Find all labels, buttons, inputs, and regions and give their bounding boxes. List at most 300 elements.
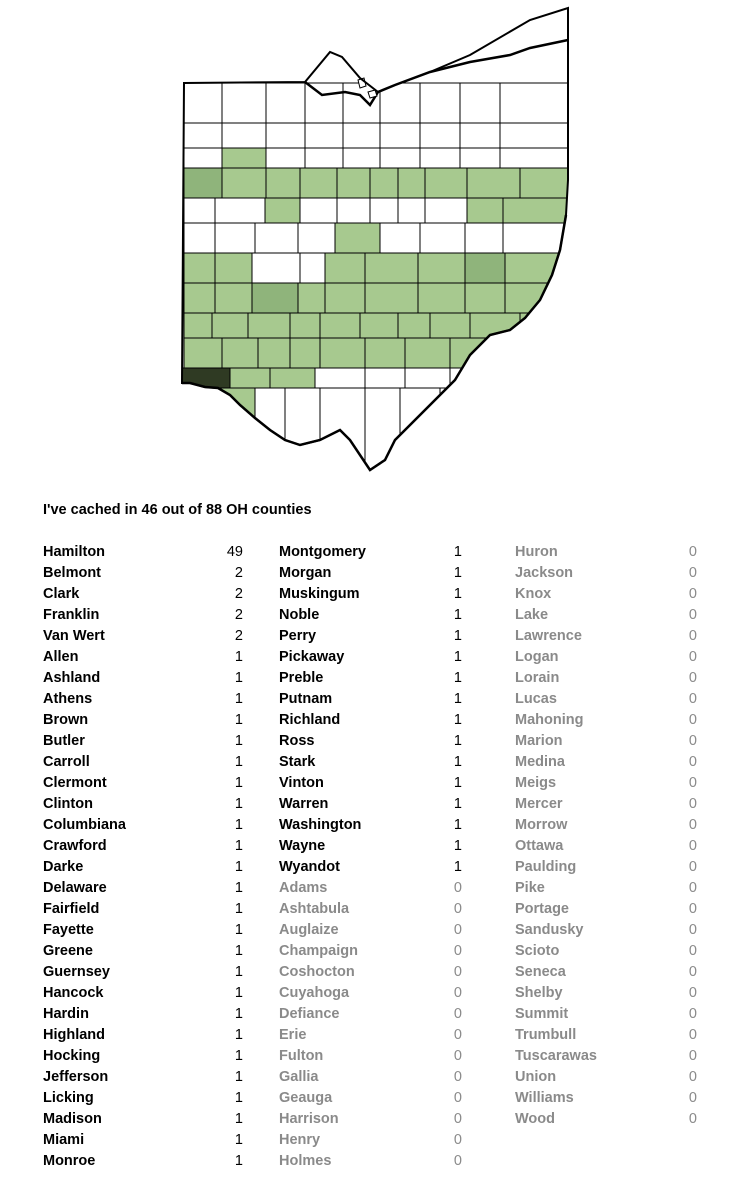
county-row — [43, 1004, 243, 1025]
county-shape — [182, 388, 255, 473]
county-shape — [398, 313, 430, 338]
county-shape — [265, 198, 300, 223]
county-name: Lawrence — [515, 628, 582, 644]
county-count: 0 — [688, 565, 697, 581]
county-shape — [380, 148, 420, 168]
county-count: 1 — [234, 1132, 243, 1148]
county-name: Columbiana — [43, 817, 126, 833]
county-count: 0 — [688, 1048, 697, 1064]
county-count: 1 — [234, 901, 243, 917]
county-row — [43, 542, 243, 563]
county-shape — [343, 123, 380, 148]
county-shape — [360, 313, 398, 338]
county-name: Gallia — [279, 1069, 319, 1085]
county-shape — [405, 368, 450, 388]
county-row — [515, 1067, 697, 1088]
county-shape — [337, 168, 370, 198]
county-name: Cuyahoga — [279, 985, 350, 1001]
county-name: Hamilton — [43, 544, 106, 560]
county-name: Stark — [279, 754, 316, 770]
county-shape — [320, 338, 365, 368]
county-count: 1 — [234, 670, 243, 686]
county-name: Meigs — [515, 775, 557, 791]
county-count: 1 — [453, 607, 462, 623]
summary-text: I've cached in 46 out of 88 OH counties — [43, 502, 312, 518]
county-row — [515, 962, 697, 983]
county-name: Ashland — [43, 670, 101, 686]
county-count: 0 — [688, 1027, 697, 1043]
county-row — [279, 542, 462, 563]
county-row — [43, 1046, 243, 1067]
county-shape — [215, 223, 255, 253]
county-row — [43, 1067, 243, 1088]
county-shape — [222, 338, 258, 368]
county-count: 1 — [234, 1027, 243, 1043]
county-count: 1 — [234, 775, 243, 791]
county-shape — [335, 223, 380, 253]
county-row — [43, 899, 243, 920]
county-shape — [184, 83, 222, 123]
county-name: Putnam — [279, 691, 333, 707]
county-count: 0 — [688, 1111, 697, 1127]
county-shape — [298, 223, 335, 253]
county-name: Hardin — [43, 1006, 89, 1022]
county-name: Warren — [279, 796, 329, 812]
county-count: 0 — [688, 607, 697, 623]
county-count: 1 — [234, 754, 243, 770]
county-count: 0 — [453, 985, 462, 1001]
county-shape — [184, 168, 222, 198]
county-row — [515, 773, 697, 794]
county-shape — [266, 148, 305, 168]
county-shape — [520, 168, 568, 198]
county-name: Crawford — [43, 838, 107, 854]
county-name: Washington — [279, 817, 362, 833]
county-shape — [248, 313, 290, 338]
county-count: 0 — [688, 649, 697, 665]
county-count: 0 — [453, 1090, 462, 1106]
county-shape — [500, 368, 568, 388]
county-row — [43, 962, 243, 983]
county-count: 1 — [234, 1090, 243, 1106]
county-row — [515, 563, 697, 584]
county-shape — [184, 338, 222, 368]
county-row — [43, 710, 243, 731]
county-name: Huron — [515, 544, 558, 560]
county-shape — [315, 368, 365, 388]
county-count: 1 — [453, 586, 462, 602]
county-shape — [500, 388, 568, 473]
county-name: Marion — [515, 733, 563, 749]
ohio-county-map — [0, 0, 750, 490]
county-row — [279, 941, 462, 962]
county-shape — [222, 168, 266, 198]
county-row — [43, 626, 243, 647]
county-shape — [450, 338, 500, 368]
county-count: 0 — [688, 628, 697, 644]
county-count: 1 — [453, 775, 462, 791]
county-count: 1 — [234, 1069, 243, 1085]
county-shape — [465, 223, 503, 253]
county-shape — [212, 313, 248, 338]
county-count: 1 — [234, 712, 243, 728]
county-name: Brown — [43, 712, 89, 728]
county-shape — [222, 123, 266, 148]
county-name: Ashtabula — [279, 901, 350, 917]
county-list-column-1 — [43, 542, 243, 1172]
county-name: Wood — [515, 1111, 555, 1127]
county-count: 0 — [688, 1006, 697, 1022]
county-list-column-3 — [515, 542, 697, 1130]
county-row — [515, 1088, 697, 1109]
county-name: Holmes — [279, 1153, 332, 1169]
county-name: Morgan — [279, 565, 332, 581]
county-shape — [500, 148, 568, 168]
county-shape — [184, 223, 215, 253]
county-row — [279, 584, 462, 605]
county-name: Ross — [279, 733, 315, 749]
county-count: 1 — [234, 1006, 243, 1022]
county-shape — [420, 223, 465, 253]
county-name: Fayette — [43, 922, 94, 938]
county-row — [515, 710, 697, 731]
county-shape — [460, 148, 500, 168]
county-row — [279, 1109, 462, 1130]
county-name: Trumbull — [515, 1027, 577, 1043]
county-name: Darke — [43, 859, 84, 875]
county-shape — [503, 198, 568, 223]
county-shape — [258, 338, 290, 368]
county-shape — [252, 253, 300, 283]
county-list-column-2 — [279, 542, 462, 1172]
county-row — [279, 1025, 462, 1046]
county-count: 1 — [453, 628, 462, 644]
county-shape — [298, 283, 325, 313]
county-row — [515, 689, 697, 710]
county-count: 1 — [234, 1048, 243, 1064]
county-row — [43, 857, 243, 878]
county-shape — [398, 198, 425, 223]
county-shape — [184, 123, 222, 148]
county-row — [279, 878, 462, 899]
county-name: Tuscarawas — [515, 1048, 597, 1064]
county-name: Pike — [515, 880, 545, 896]
county-count: 1 — [234, 838, 243, 854]
county-count: 0 — [688, 775, 697, 791]
county-count: 1 — [453, 859, 462, 875]
county-row — [279, 920, 462, 941]
county-name: Preble — [279, 670, 324, 686]
county-shape — [300, 168, 337, 198]
county-row — [43, 1130, 243, 1151]
county-row — [279, 899, 462, 920]
county-shape — [252, 283, 298, 313]
county-shape — [420, 83, 460, 123]
county-shape — [215, 253, 252, 283]
county-shape — [503, 223, 568, 253]
county-row — [279, 983, 462, 1004]
county-count: 0 — [688, 796, 697, 812]
county-count: 0 — [688, 1090, 697, 1106]
county-row — [43, 1025, 243, 1046]
county-row — [43, 647, 243, 668]
county-name: Coshocton — [279, 964, 355, 980]
county-count: 1 — [453, 733, 462, 749]
county-shape — [184, 313, 212, 338]
county-row — [279, 1151, 462, 1172]
county-name: Lake — [515, 607, 549, 623]
county-shape — [182, 368, 230, 388]
county-row — [43, 668, 243, 689]
county-count: 1 — [234, 922, 243, 938]
county-name: Carroll — [43, 754, 90, 770]
county-name: Franklin — [43, 607, 100, 623]
county-name: Perry — [279, 628, 317, 644]
county-count: 0 — [688, 1069, 697, 1085]
county-name: Licking — [43, 1090, 94, 1106]
county-row — [279, 1046, 462, 1067]
county-count: 1 — [234, 964, 243, 980]
county-row — [515, 542, 697, 563]
county-row — [515, 941, 697, 962]
county-shape — [266, 123, 305, 148]
county-shape — [320, 313, 360, 338]
county-row — [515, 878, 697, 899]
county-row — [279, 836, 462, 857]
county-name: Shelby — [515, 985, 563, 1001]
county-shape — [405, 338, 450, 368]
county-name: Seneca — [515, 964, 566, 980]
county-row — [43, 752, 243, 773]
county-row — [43, 794, 243, 815]
county-name: Union — [515, 1069, 557, 1085]
county-name: Auglaize — [279, 922, 339, 938]
county-name: Allen — [43, 649, 79, 665]
county-count: 1 — [234, 943, 243, 959]
county-count: 1 — [234, 649, 243, 665]
county-name: Lorain — [515, 670, 560, 686]
county-shape — [467, 198, 503, 223]
county-row — [279, 773, 462, 794]
county-name: Champaign — [279, 943, 358, 959]
county-count: 0 — [453, 964, 462, 980]
county-name: Mahoning — [515, 712, 584, 728]
county-name: Clark — [43, 586, 80, 602]
county-name: Jackson — [515, 565, 574, 581]
county-count: 0 — [688, 670, 697, 686]
county-shape — [465, 283, 505, 313]
county-count: 0 — [688, 943, 697, 959]
county-name: Montgomery — [279, 544, 366, 560]
county-name: Pickaway — [279, 649, 345, 665]
county-shape — [425, 198, 467, 223]
county-shape — [305, 148, 343, 168]
county-row — [515, 605, 697, 626]
county-row — [515, 857, 697, 878]
county-count: 0 — [688, 586, 697, 602]
county-name: Belmont — [43, 565, 101, 581]
county-shape — [420, 123, 460, 148]
county-row — [43, 920, 243, 941]
county-name: Portage — [515, 901, 569, 917]
county-row — [515, 920, 697, 941]
county-row — [515, 752, 697, 773]
county-shape — [184, 283, 215, 313]
county-row — [279, 1004, 462, 1025]
county-row — [43, 584, 243, 605]
county-row — [279, 605, 462, 626]
county-row — [279, 731, 462, 752]
county-name: Delaware — [43, 880, 107, 896]
county-shape — [222, 148, 266, 168]
county-row — [279, 752, 462, 773]
county-row — [43, 1109, 243, 1130]
county-shape — [440, 388, 500, 473]
county-count: 0 — [453, 1132, 462, 1148]
county-name: Wayne — [279, 838, 326, 854]
county-shape — [184, 148, 222, 168]
county-count: 1 — [234, 1111, 243, 1127]
county-shape — [230, 368, 270, 388]
county-shape — [270, 368, 315, 388]
county-row — [43, 1088, 243, 1109]
county-name: Scioto — [515, 943, 560, 959]
county-shape — [305, 123, 343, 148]
county-count: 0 — [688, 985, 697, 1001]
county-shape — [380, 123, 420, 148]
county-row — [279, 1067, 462, 1088]
county-name: Athens — [43, 691, 93, 707]
county-shape — [500, 123, 568, 148]
county-name: Vinton — [279, 775, 324, 791]
county-row — [43, 983, 243, 1004]
county-name: Madison — [43, 1111, 102, 1127]
county-count: 0 — [453, 901, 462, 917]
county-name: Hocking — [43, 1048, 101, 1064]
county-shape — [365, 283, 418, 313]
county-name: Geauga — [279, 1090, 333, 1106]
county-count: 0 — [688, 964, 697, 980]
county-row — [43, 773, 243, 794]
county-shape — [215, 283, 252, 313]
county-name: Richland — [279, 712, 341, 728]
county-row — [515, 626, 697, 647]
county-row — [515, 647, 697, 668]
county-name: Clermont — [43, 775, 107, 791]
county-grid — [182, 83, 568, 473]
county-name: Harrison — [279, 1111, 339, 1127]
county-row — [515, 584, 697, 605]
county-row — [515, 815, 697, 836]
county-shape — [320, 388, 365, 473]
county-row — [279, 647, 462, 668]
county-shape — [365, 253, 418, 283]
county-shape — [365, 338, 405, 368]
county-name: Morrow — [515, 817, 568, 833]
county-shape — [380, 223, 420, 253]
county-row — [43, 815, 243, 836]
county-row — [279, 794, 462, 815]
county-row — [279, 1088, 462, 1109]
county-shape — [255, 223, 298, 253]
county-count: 0 — [688, 859, 697, 875]
county-shape — [285, 388, 320, 473]
county-name: Miami — [43, 1132, 85, 1148]
county-row — [43, 731, 243, 752]
county-count: 0 — [688, 712, 697, 728]
county-shape — [266, 168, 300, 198]
county-shape — [300, 253, 325, 283]
county-shape — [420, 148, 460, 168]
county-name: Fulton — [279, 1048, 324, 1064]
county-row — [279, 689, 462, 710]
county-count: 2 — [234, 565, 243, 581]
county-name: Defiance — [279, 1006, 340, 1022]
county-count: 1 — [453, 649, 462, 665]
county-shape — [215, 198, 265, 223]
county-shape — [467, 168, 520, 198]
county-count: 0 — [453, 1111, 462, 1127]
county-shape — [222, 83, 266, 123]
county-count: 0 — [688, 880, 697, 896]
county-row — [515, 1109, 697, 1130]
county-count: 1 — [453, 712, 462, 728]
county-shape — [300, 198, 337, 223]
county-count: 1 — [453, 691, 462, 707]
county-shape — [370, 168, 398, 198]
county-count: 1 — [453, 754, 462, 770]
county-count: 1 — [453, 838, 462, 854]
county-shape — [505, 283, 568, 313]
county-count: 0 — [688, 838, 697, 854]
county-count: 0 — [453, 1027, 462, 1043]
county-name: Knox — [515, 586, 552, 602]
county-count: 0 — [453, 943, 462, 959]
county-row — [279, 815, 462, 836]
county-row — [279, 668, 462, 689]
county-row — [43, 941, 243, 962]
county-count: 0 — [453, 880, 462, 896]
county-row — [43, 1151, 243, 1172]
county-name: Logan — [515, 649, 559, 665]
county-name: Guernsey — [43, 964, 110, 980]
county-count: 2 — [234, 586, 243, 602]
county-row — [515, 1004, 697, 1025]
county-row — [279, 710, 462, 731]
county-row — [515, 836, 697, 857]
county-row — [515, 731, 697, 752]
county-row — [515, 1025, 697, 1046]
county-row — [279, 962, 462, 983]
county-count: 0 — [688, 544, 697, 560]
county-row — [43, 689, 243, 710]
county-count: 1 — [453, 796, 462, 812]
county-name: Fairfield — [43, 901, 100, 917]
county-row — [515, 983, 697, 1004]
county-count: 0 — [688, 817, 697, 833]
county-row — [43, 836, 243, 857]
county-name: Adams — [279, 880, 328, 896]
county-shape — [425, 168, 467, 198]
county-count: 0 — [453, 1048, 462, 1064]
county-shape — [184, 198, 215, 223]
county-name: Sandusky — [515, 922, 584, 938]
county-count: 1 — [453, 670, 462, 686]
county-name: Mercer — [515, 796, 563, 812]
county-name: Lucas — [515, 691, 557, 707]
county-name: Butler — [43, 733, 85, 749]
county-row — [43, 878, 243, 899]
